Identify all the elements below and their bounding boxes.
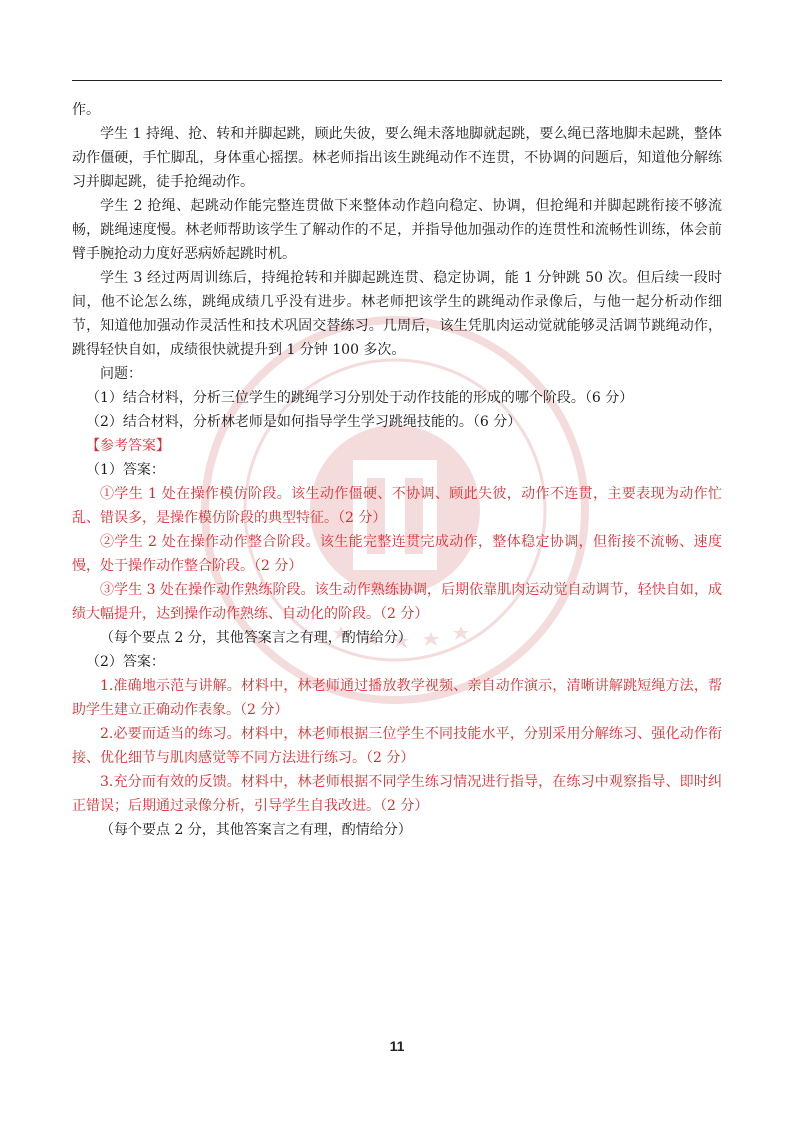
paragraph-student-1: 学生 1 持绳、抢、转和并脚起跳，顾此失彼，要么绳未落地脚就起跳，要么绳已落地脚未起跳，整体动作僵硬，手忙脚乱，身体重心摇摆。林老师指出该生跳绳动作不连贯，不协调的问题后，知道他分解练习并脚起跳，徒手抢绳动作。 — [72, 126, 722, 190]
answer-part1-label: （1）答案： — [86, 462, 165, 478]
answer-part2-item: 1.准确地示范与讲解。材料中，林老师通过播放教学视频、亲自动作演示，清晰讲解跳短绳方法，帮助学生建立正确动作表象。（2 分） — [72, 678, 722, 718]
paragraph-student-3: 学生 3 经过两周训练后，持绳抢转和并脚起跳连贯、稳定协调，能 1 分钟跳 50 次。但后续一段时间，他不论怎么练，跳绳成绩几乎没有进步。林老师把该学生的跳绳动作录像后，与他一起分析动作细节，知道他加强动作灵活性和技术巩固交替练习。几周后，该生凭肌肉运动觉就能够灵活调节跳绳动作，跳得轻快自如，成绩很快就提升到 1 分钟 100 多次。 — [72, 270, 722, 358]
answer-part2-item: 2.必要而适当的练习。材料中，林老师根据三位学生不同技能水平，分别采用分解练习、强化动作衔接、优化细节与肌肉感觉等不同方法进行练习。（2 分） — [72, 726, 722, 766]
question-1: （1）结合材料，分析三位学生的跳绳学习分别处于动作技能的形成的哪个阶段。（6 分） — [86, 390, 634, 406]
page-number: 11 — [389, 1038, 405, 1054]
answer-part1-note: （每个要点 2 分，其他答案言之有理，酌情给分） — [100, 630, 412, 646]
paragraph-student-2: 学生 2 抢绳、起跳动作能完整连贯做下来整体动作趋向稳定、协调，但抢绳和并脚起跳衔接不够流畅，跳绳速度慢。林老师帮助该学生了解动作的不足，并指导他加强动作的连贯性和流畅性训练，体会前臂手腕抢动力度好恶病娇起跳时机。 — [72, 198, 722, 262]
header-rule — [72, 80, 722, 81]
answer-part1-item: ③学生 3 处在操作动作熟练阶段。该生动作熟练协调，后期依靠肌肉运动觉自动调节，轻快自如，成绩大幅提升，达到操作动作熟练、自动化的阶段。（2 分） — [72, 582, 722, 622]
question-2: （2）结合材料，分析林老师是如何指导学生学习跳绳技能的。（6 分） — [86, 414, 522, 430]
answer-part2-note: （每个要点 2 分，其他答案言之有理，酌情给分） — [100, 822, 412, 838]
answer-tag: 【参考答案】 — [86, 438, 170, 454]
answer-part2-item: 3.充分而有效的反馈。材料中，林老师根据不同学生练习情况进行指导，在练习中观察指导、即时纠正错误；后期通过录像分析，引导学生自我改进。（2 分） — [72, 774, 722, 814]
answer-part2-label: （2）答案： — [86, 654, 165, 670]
answer-part1-item: ②学生 2 处在操作动作整合阶段。该生能完整连贯完成动作，整体稳定协调，但衔接不流畅、速度慢，处于操作动作整合阶段。（2 分） — [72, 534, 722, 574]
page-content — [72, 98, 722, 842]
paragraph-continuation: 作。 — [72, 102, 100, 118]
questions-label: 问题： — [100, 366, 142, 382]
answer-part1-item: ①学生 1 处在操作模仿阶段。该生动作僵硬、不协调、顾此失彼，动作不连贯，主要表现为动作忙乱、错误多，是操作模仿阶段的典型特征。（2 分） — [72, 486, 722, 526]
